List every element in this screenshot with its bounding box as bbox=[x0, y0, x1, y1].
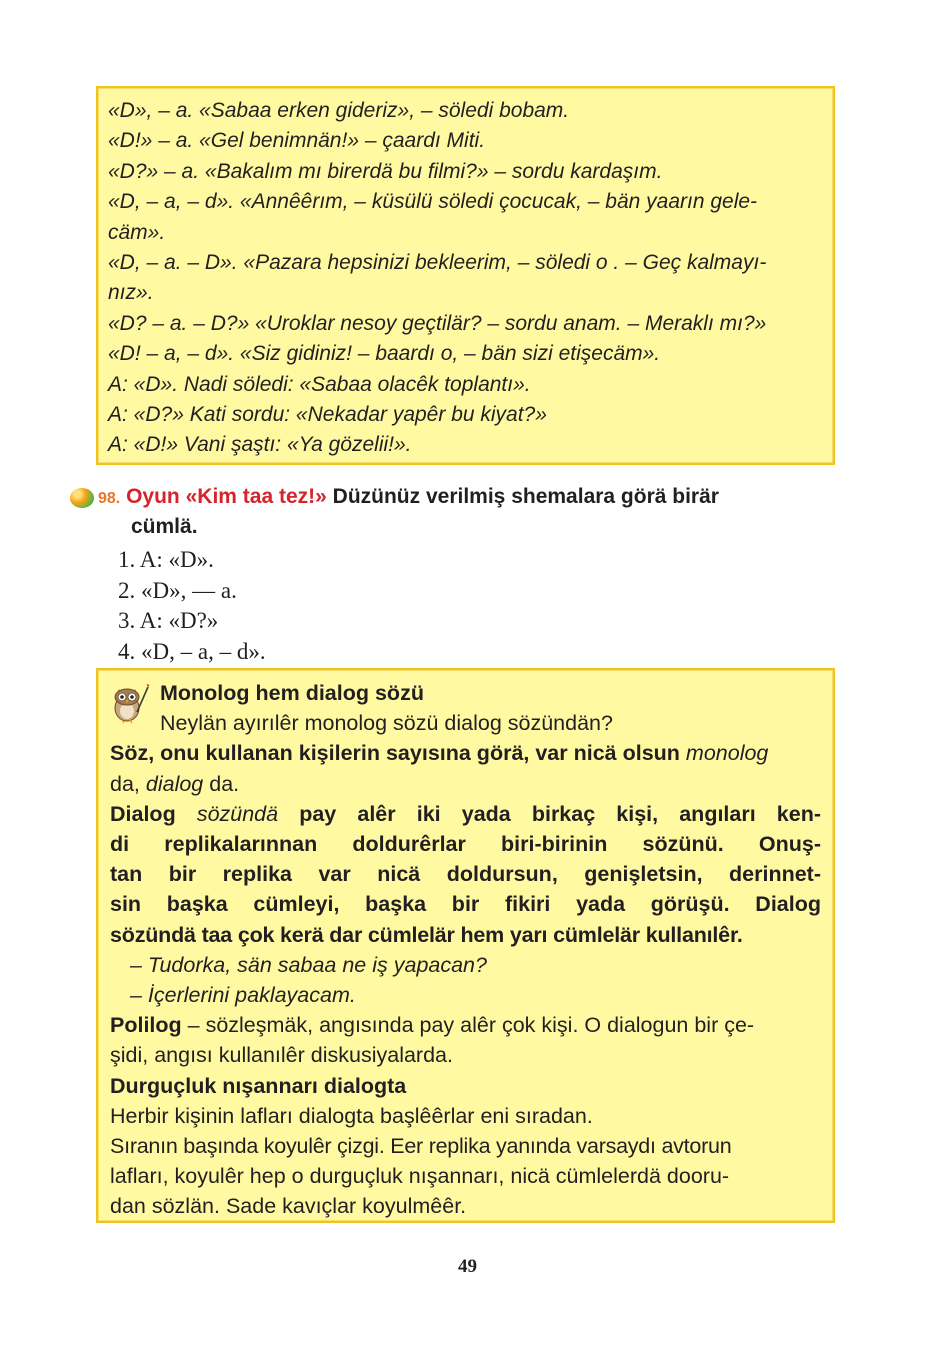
dialog-example: – İçerlerini paklayacam. bbox=[130, 983, 356, 1008]
example-line: A: «D». Nadi söledi: «Sabaa olacêk toplantı». bbox=[108, 372, 531, 396]
theory-question: Neylän ayırılêr monolog sözü dialog sözündän? bbox=[160, 711, 613, 736]
paragraph-line bbox=[110, 1010, 821, 1040]
task-number: 98. bbox=[98, 490, 121, 507]
paragraph-line: dan sözlän. Sade kavıçlar koyulmêêr. bbox=[110, 1194, 467, 1219]
text: da. bbox=[203, 771, 240, 796]
text-italic: monolog bbox=[685, 741, 769, 766]
paragraph-line: lafları, koyulêr hep o durguçluk nışannarı, nicä cümlelerdä dooru- bbox=[110, 1164, 730, 1189]
scheme-item: 4. «D, – a, – d». bbox=[118, 638, 266, 664]
owl-icon bbox=[110, 682, 150, 724]
task-heading bbox=[98, 482, 719, 514]
theory-title: Monolog hem dialog sözü bbox=[160, 681, 424, 705]
text-bold: pay alêr iki yada birkaç kişi, angıları ken- bbox=[278, 801, 822, 826]
example-line: «D, – a. – D». «Pazara hepsinizi bekleerim, – söledi o . – Geç kalmayı- bbox=[108, 251, 767, 275]
task-name: Oyun «Kim taa tez!» bbox=[126, 485, 327, 508]
text-bold: Dialog bbox=[110, 801, 197, 826]
example-line: «D?» – a. «Bakalım mı birerdä bu filmi?» – sordu kardaşım. bbox=[108, 159, 663, 183]
text-bold: Söz, onu kullanan kişilerin sayısına görä, var nicä olsun bbox=[110, 741, 686, 766]
paragraph-line: tan bir replika var nicä doldursun, genişletsin, derinnet- bbox=[110, 862, 821, 887]
text: da, bbox=[110, 771, 146, 796]
dialog-example: – Tudorka, sän sabaa ne iş yapacan? bbox=[130, 952, 487, 977]
example-line: «D», – a. «Sabaa erken gideriz», – söledi bobam. bbox=[108, 99, 570, 122]
example-line: «D! – a, – d». «Siz gidiniz! – baardı o, – bän sizi etişecäm». bbox=[108, 342, 661, 366]
page-number: 49 bbox=[458, 1256, 477, 1277]
scheme-item: 2. «D», — a. bbox=[118, 577, 237, 603]
paragraph-line: Sıranın başında koyulêr çizgi. Eer replika yanında varsaydı avtorun bbox=[110, 1134, 732, 1159]
paragraph-line bbox=[110, 738, 821, 768]
text-bold: Polilog bbox=[110, 1013, 182, 1038]
task-instruction-cont: cümlä. bbox=[131, 515, 198, 538]
example-line: cäm». bbox=[108, 220, 166, 244]
theory-box bbox=[96, 668, 835, 1223]
example-line: «D? – a. – D?» «Uroklar nesoy geçtilär? – sordu anam. – Meraklı mı?» bbox=[108, 311, 767, 335]
example-line: «D, – a, – d». «Annêêrım, – küsülü söledi çocucak, – bän yaarın gele- bbox=[108, 190, 758, 214]
example-line: A: «D?» Kati sordu: «Nekadar yapêr bu kiyat?» bbox=[108, 403, 547, 427]
paragraph-line bbox=[110, 769, 821, 799]
paragraph-line bbox=[110, 799, 821, 829]
scheme-list bbox=[118, 545, 266, 667]
example-line: A: «D!» Vani şaştı: «Ya gözelii!». bbox=[108, 433, 412, 457]
scheme-item: 1. A: «D». bbox=[118, 547, 214, 572]
text: – sözleşmäk, angısında pay alêr çok kişi. O dialogun bir çe- bbox=[181, 1013, 755, 1038]
text-italic: dialog bbox=[145, 771, 204, 796]
paragraph-line: di replikalarınnan doldurêrlar biri-birinin sözünü. Onuş- bbox=[110, 832, 821, 857]
text-italic: sözündä bbox=[196, 801, 279, 826]
example-line: «D!» – a. «Gel benimnän!» – çaardı Miti. bbox=[108, 129, 486, 153]
scheme-item: 3. A: «D?» bbox=[118, 608, 219, 633]
example-line: nız». bbox=[108, 281, 154, 305]
paragraph-line: sözündä taa çok kerä dar cümlelär hem yarı cümlelär kullanılêr. bbox=[110, 922, 743, 947]
bullet-icon bbox=[70, 488, 94, 508]
paragraph-line: sin başka cümleyi, başka bir fikiri yada görüşü. Dialog bbox=[110, 892, 821, 917]
section-heading: Durguçluk nışannarı dialogta bbox=[110, 1073, 407, 1098]
paragraph-line: şidi, angısı kullanılêr diskusiyalarda. bbox=[110, 1043, 453, 1068]
paragraph-line: Herbir kişinin lafları dialogta başlêêrlar eni sıradan. bbox=[110, 1103, 593, 1128]
task-instruction: Düzünüz verilmiş shemalara görä birär bbox=[326, 485, 719, 508]
examples-box bbox=[96, 86, 835, 465]
